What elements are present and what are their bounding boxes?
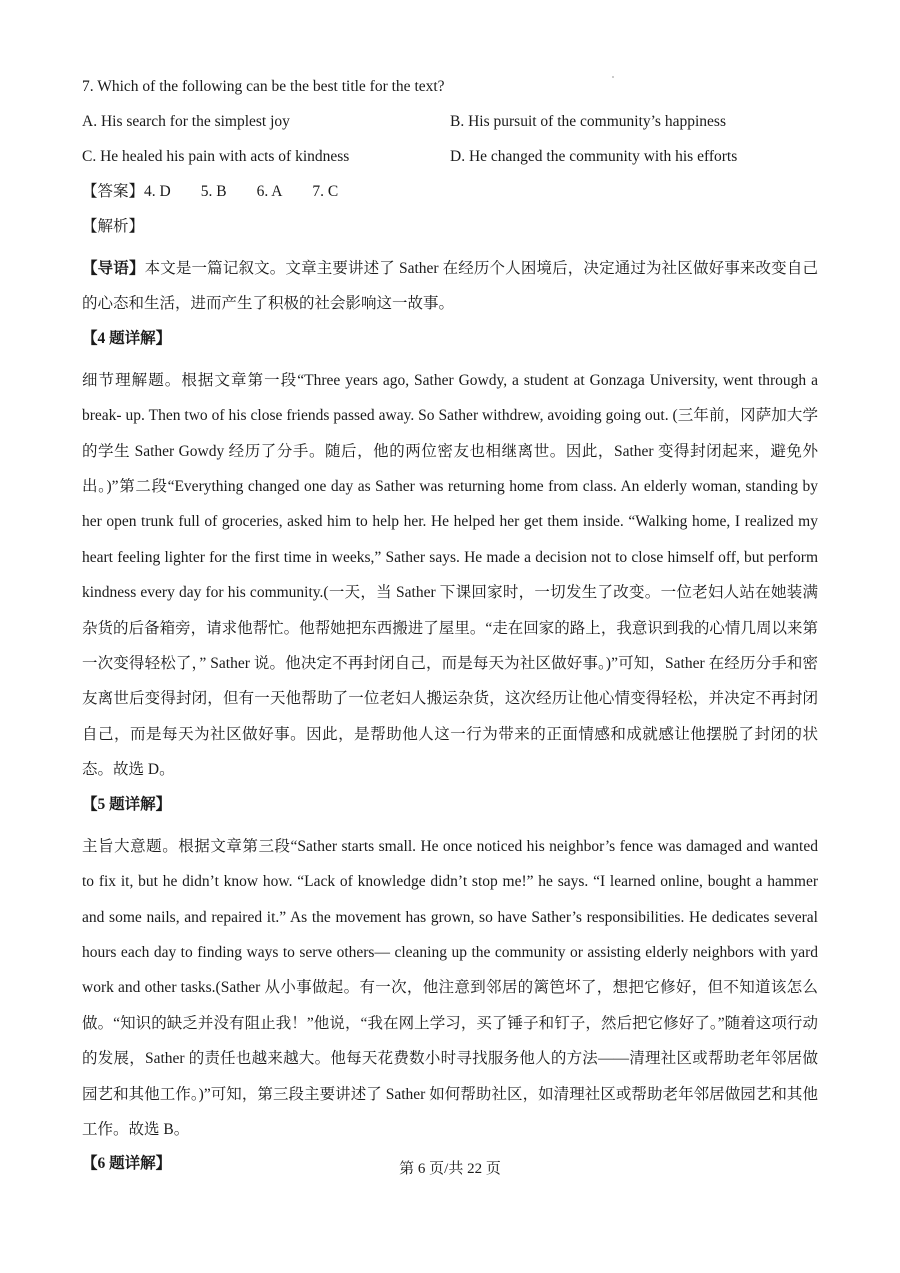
page-number: 第 6 页/共 22 页 — [399, 1161, 501, 1177]
option-c: C. He healed his pain with acts of kindness — [82, 148, 350, 165]
q5-heading: 【5 题详解】 — [82, 795, 172, 813]
answer-prefix: 【答案】 — [82, 183, 145, 200]
q4-explanation: 细节理解题。根据文章第一段“Three years ago, Sather Gowdy, a student at Gonzaga University, went through a break- up. Then two of his close friends passed away. So Sather withdrew, avoiding going out. (三年前，冈萨加大学的学生 Sather Gowdy 经历了分手。随后，他的两位密友也相继离世。因此，Sather 变得封闭起来，避免外出。)”第二段“Everything changed one day as Sather was returning home from class. An elderly woman, standing by her open trunk full of groceries, asked him to help her. He helped her get them inside. “Walking home, I realized my heart feeling lighter for the first time in weeks,” Sather says. He made a decision not to close himself off, but perform kindness every day for his community.(一天，当 Sather 下课回家时，一切发生了改变。一位老妇人站在她装满杂货的后备箱旁，请求他帮忙。他帮她把东西搬进了屋里。“走在回家的路上，我意识到我的心情几周以来第一次变得轻松了，” Sather 说。他决定不再封闭自己，而是每天为社区做好事。)”可知，Sather 在经历分手和密友离世后变得封闭，但有一天他帮助了一位老妇人搬运杂货，这次经历让他心情变得轻松，并决定不再封闭自己，而是每天为社区做好事。因此，是帮助他人这一行为带来的正面情感和成就感让他摆脱了封闭的状态。故选 D。 — [82, 371, 818, 779]
guide-paragraph — [82, 251, 818, 322]
question-stem: 7. Which of the following can be the best title for the text? — [82, 78, 445, 95]
answer-item-7: 7. C — [312, 183, 339, 200]
q6-heading: 【6 题详解】 — [82, 1155, 172, 1173]
guide-text: 本文是一篇记叙文。文章主要讲述了 Sather 在经历个人困境后，决定通过为社区做好事来改变自己的心态和生活，进而产生了积极的社会影响这一故事。 — [82, 260, 818, 313]
options-row-1 — [82, 111, 818, 133]
guide-label: 【导语】 — [82, 260, 145, 277]
answer-item-4: 4. D — [144, 183, 171, 200]
analysis-heading: 【解析】 — [82, 218, 145, 235]
options-row-2 — [82, 146, 818, 168]
answer-item-6: 6. A — [256, 183, 283, 200]
option-a: A. His search for the simplest joy — [82, 113, 290, 130]
option-d: D. He changed the community with his efforts — [450, 148, 738, 165]
q4-heading: 【4 题详解】 — [82, 329, 172, 347]
document-body — [82, 76, 818, 1188]
answer-key — [82, 181, 818, 203]
q5-explanation: 主旨大意题。根据文章第三段“Sather starts small. He once noticed his neighbor’s fence was damaged and wanted to fix it, but he didn’t know how. “Lack of knowledge didn’t stop me!” he says. “I learned online, bought a hammer and some nails, and repaired it.” As the movement has grown, so have Sather’s responsibilities. He dedicates several hours each day to finding ways to serve others— cleaning up the community or assisting elderly neighbors with yard work and other tasks.(Sather 从小事做起。有一次，他注意到邻居的篱笆坏了，想把它修好，但不知道该怎么做。“知识的缺乏并没有阻止我！”他说，“我在网上学习，买了锤子和钉子，然后把它修好了。”随着这项行动的发展，Sather 的责任也越来越大。他每天花费数小时寻找服务他人的方法——清理社区或帮助老年邻居做园艺和其他工作。)”可知，第三段主要讲述了 Sather 如何帮助社区，如清理社区或帮助老年邻居做园艺和其他工作。故选 B。 — [82, 837, 818, 1138]
option-b: B. His pursuit of the community’s happiness — [450, 113, 726, 130]
answer-item-5: 5. B — [200, 183, 227, 200]
